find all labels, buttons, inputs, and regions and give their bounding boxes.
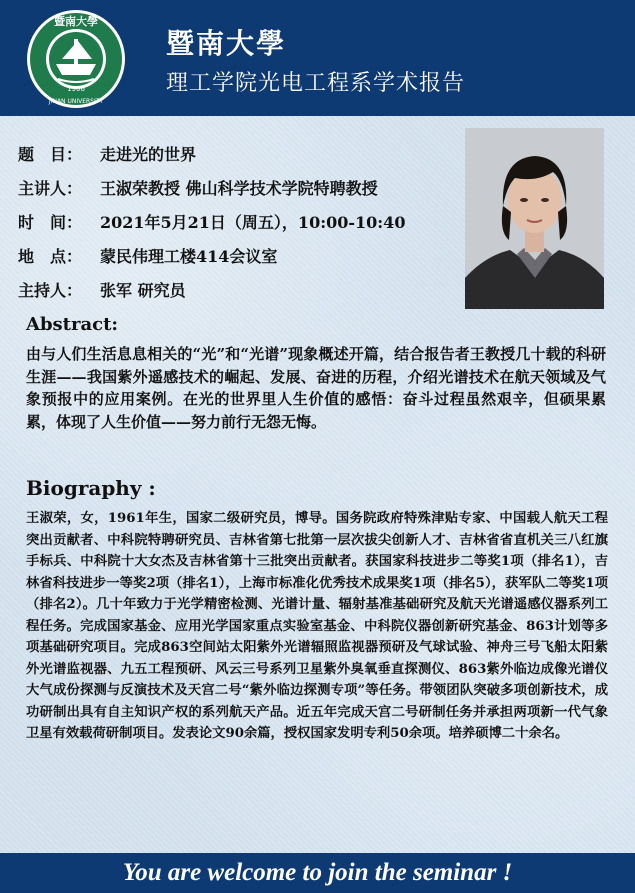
seal-year-text: 1906 — [67, 85, 85, 93]
time-value: 2021年5月21日（周五），10:00-10:40 — [100, 213, 406, 232]
abstract-text: 由与人们生活息息相关的“光”和“光谱”现象概述开篇，结合报告者王教授几十载的科研生涯——我国紫外遥感技术的崛起、发展、奋进的历程，介绍光谱技术在航天领域及气象预报中的应用案例。在光的世界里人生价值的感悟：奋斗过程虽然艰辛，但硕果累累，体现了人生价值——努力前行无怨无悔。 — [26, 345, 606, 431]
header-banner — [0, 0, 635, 116]
info-time — [18, 210, 405, 233]
university-seal-icon — [26, 9, 126, 109]
info-topic — [18, 142, 196, 165]
info-speaker — [18, 176, 378, 199]
topic-value: 走进光的世界 — [100, 145, 197, 164]
time-label: 时 间： — [18, 213, 83, 232]
university-name: 暨南大學 — [166, 27, 287, 60]
host-value: 张军 研究员 — [100, 281, 186, 300]
biography-title: Biography : — [26, 476, 156, 500]
location-value: 蒙民伟理工楼414会议室 — [100, 247, 278, 266]
seal-bottom-text: JINAN UNIVERSITY — [48, 98, 104, 105]
topic-label: 题 目： — [18, 145, 83, 164]
department-title: 理工学院光电工程系学术报告 — [166, 71, 466, 96]
biography-text: 王淑荣，女，1961年生，国家二级研究员，博导。国务院政府特殊津贴专家、中国载人航天工程突出贡献者、中科院特聘研究员、吉林省第七批第一层次拔尖创新人才、吉林省省直机关三八红旗手标兵、中科院十大女杰及吉林省第十三批突出贡献者。获国家科技进步二等奖1项（排名1），吉林省科技进步一等奖2项（排名1），上海市标准化优秀技术成果奖1项（排名5），获军队二等奖1项（排名2）。几十年致力于光学精密检测、光谱计量、辐射基准基础研究及航天光谱遥感仪器系列工程任务。完成国家基金、应用光学国家重点实验室基金、中科院仪器创新研究基金、863计划等多项基础研究项目。完成863空间站太阳紫外光谱辐照监视器预研及气球试验、神舟三号飞船太阳紫外光谱监视器、九五工程预研、风云三号系列卫星紫外臭氧垂直探测仪、863紫外临边成像光谱仪大气成份探测与反演技术及天宫二号“紫外临边探测专项”等任务。带领团队突破多项创新技术，成功研制出具有自主知识产权的系列航天产品。近五年完成天宫二号研制任务并承担两项新一代气象卫星有效载荷研制项目。发表论文90余篇，授权国家发明专利50余项。培养硕博二十余名。 — [26, 511, 608, 741]
info-location — [18, 244, 277, 267]
speaker-value: 王淑荣教授 佛山科学技术学院特聘教授 — [100, 179, 378, 198]
seal-top-text: 暨南大學 — [54, 15, 98, 28]
abstract-title: Abstract: — [26, 314, 119, 335]
footer-welcome-text: You are welcome to join the seminar ! — [122, 859, 513, 886]
speaker-portrait-icon — [465, 128, 604, 309]
footer-banner — [0, 853, 635, 893]
speaker-photo — [465, 128, 604, 309]
speaker-label: 主讲人： — [18, 179, 83, 198]
host-label: 主持人： — [18, 281, 83, 300]
location-label: 地 点： — [18, 247, 83, 266]
info-host — [18, 278, 186, 301]
